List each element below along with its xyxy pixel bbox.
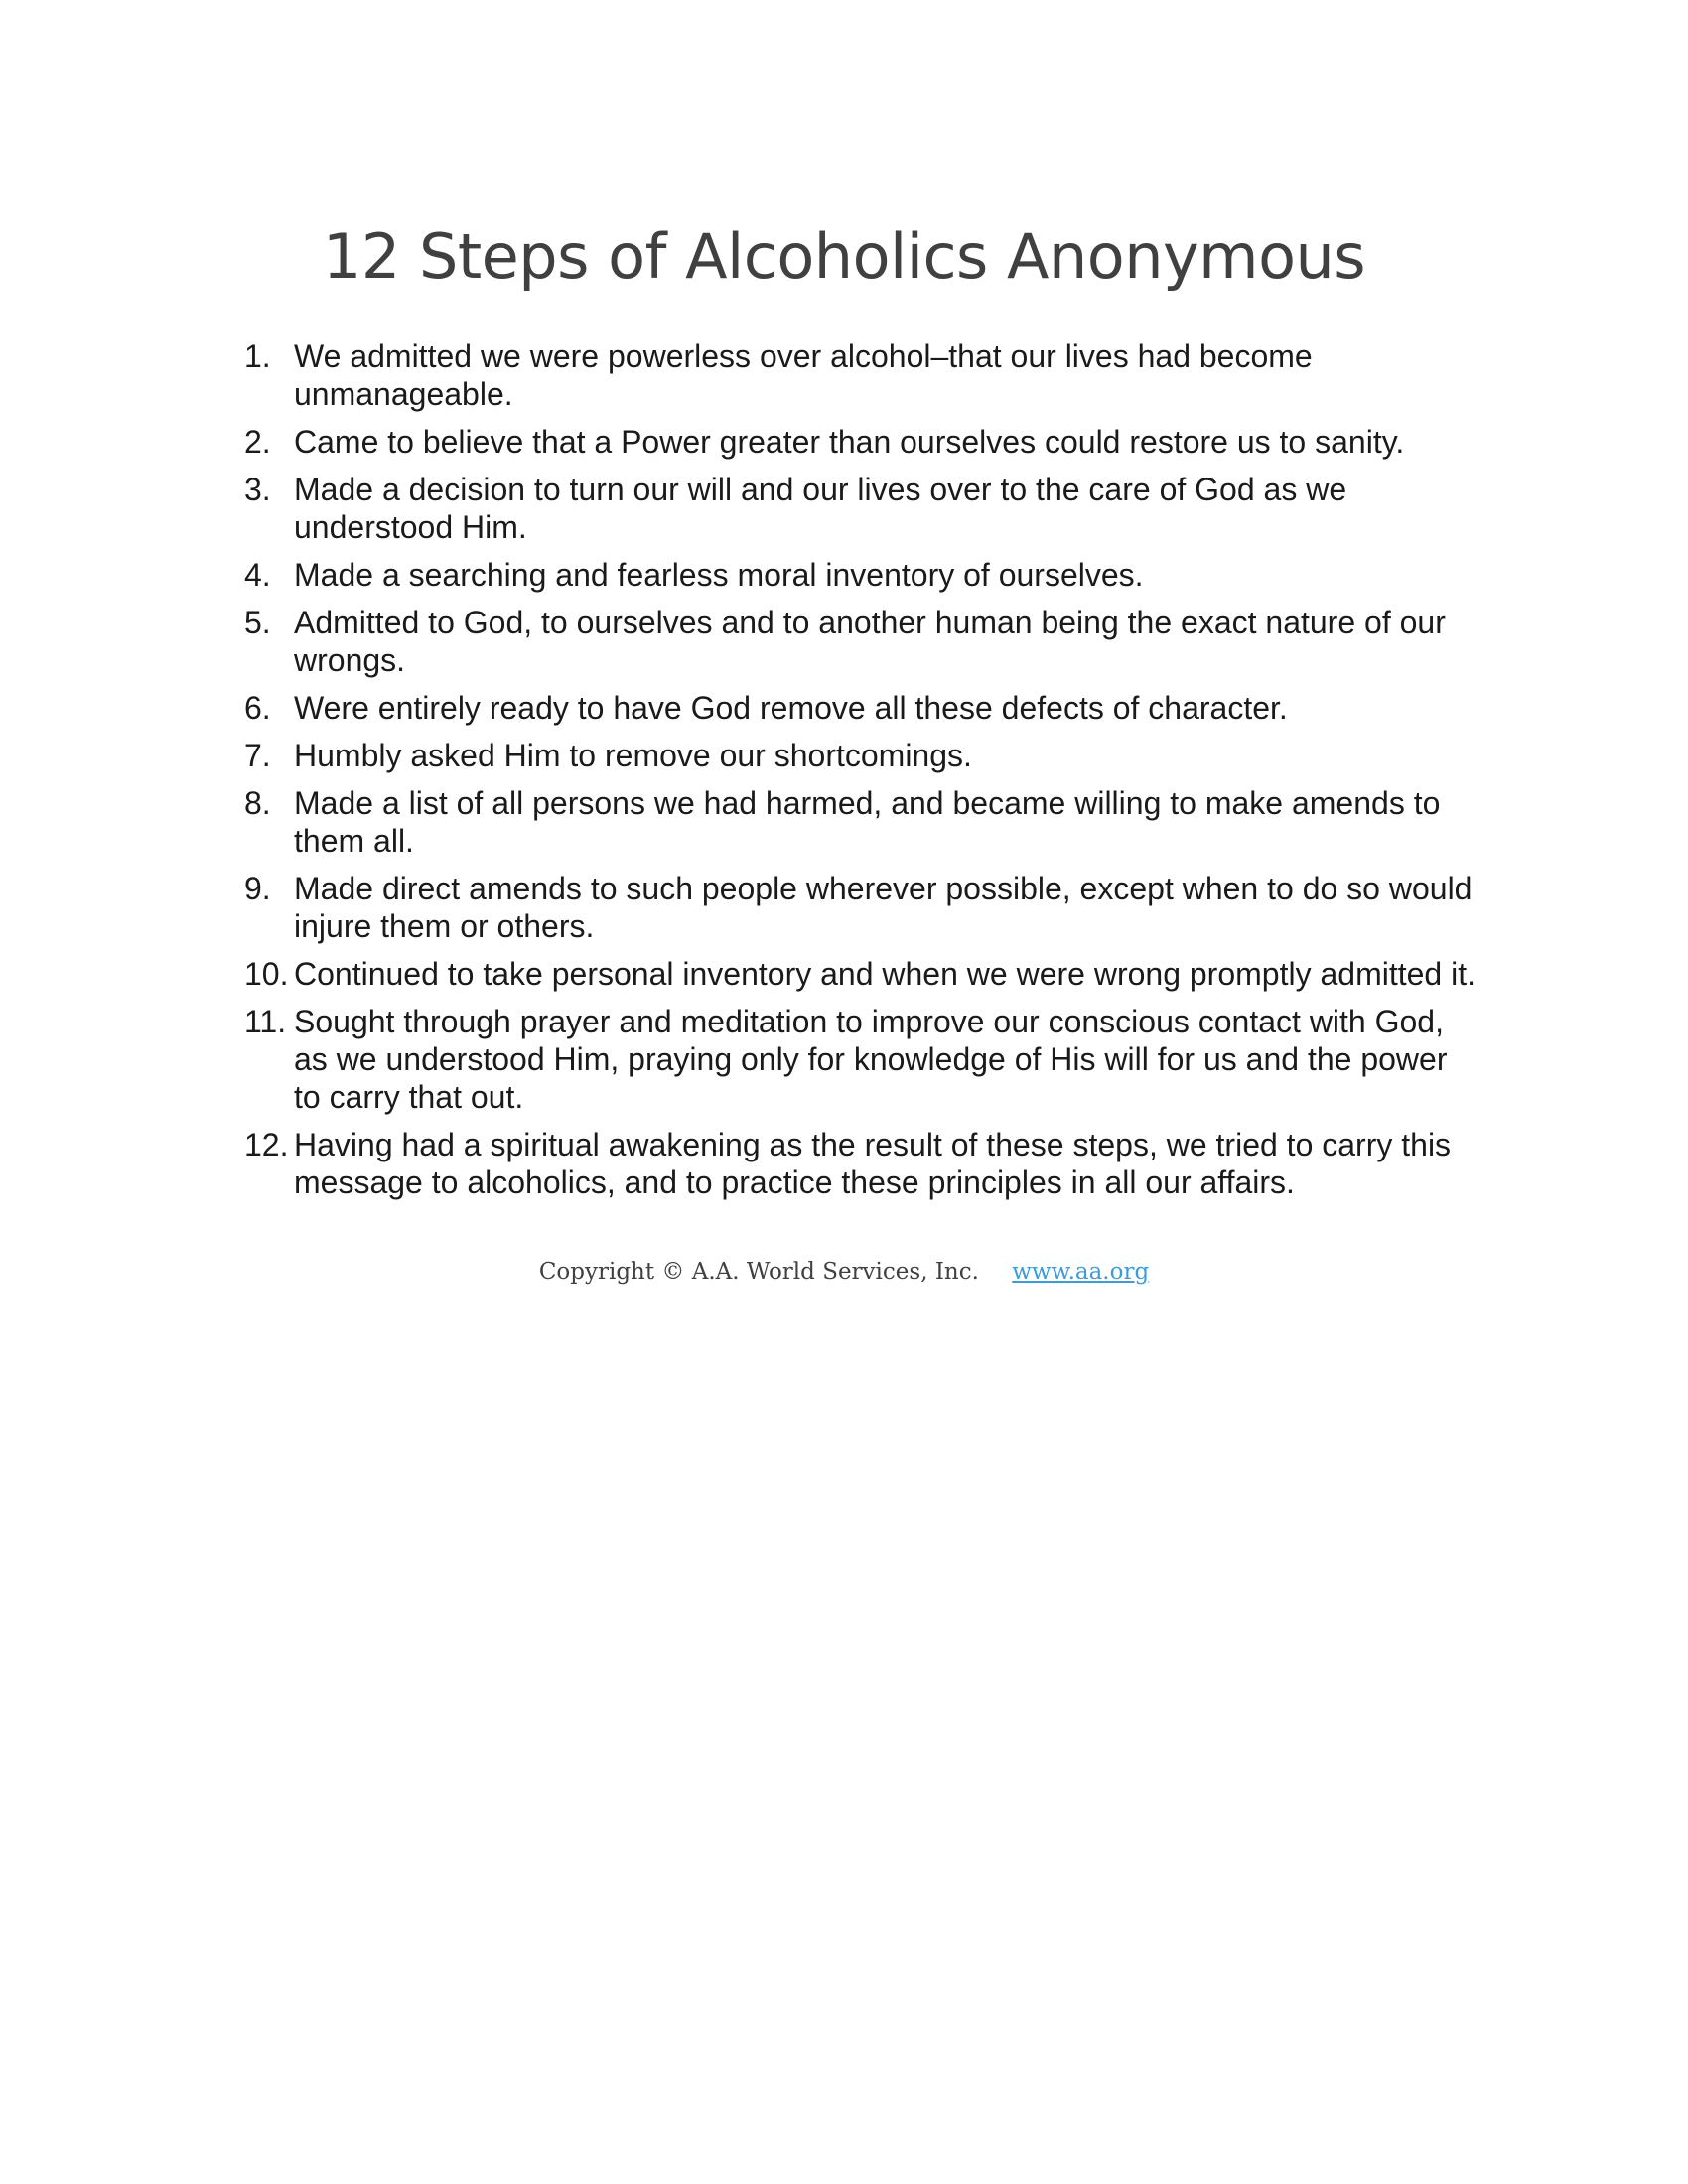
step-number: 3. — [244, 472, 271, 507]
step-text: We admitted we were powerless over alcohol–that our lives had become unmanageable. — [294, 339, 1313, 412]
step-text: Having had a spiritual awakening as the result of these steps, we tried to carry this message to alcoholics, and to practice these principles in all our affairs. — [294, 1127, 1452, 1200]
step-item-11 — [244, 1003, 1476, 1116]
step-item-9 — [244, 870, 1476, 945]
step-item-7 — [244, 737, 1476, 774]
step-item-6 — [244, 689, 1476, 727]
step-number: 2. — [244, 424, 271, 460]
copyright-footer — [0, 1259, 1688, 1285]
step-text: Sought through prayer and meditation to improve our conscious contact with God, as we understood Him, praying only for knowledge of His will for us and the power to carry that out. — [294, 1004, 1448, 1115]
step-text: Continued to take personal inventory and when we were wrong promptly admitted it. — [294, 956, 1476, 992]
step-item-4 — [244, 556, 1476, 594]
step-text: Came to believe that a Power greater than ourselves could restore us to sanity. — [294, 424, 1405, 460]
step-text: Were entirely ready to have God remove all these defects of character. — [294, 690, 1288, 726]
step-text: Made a searching and fearless moral inventory of ourselves. — [294, 557, 1144, 593]
step-text: Humbly asked Him to remove our shortcomings. — [294, 738, 972, 773]
copyright-text: Copyright © A.A. World Services, Inc. — [538, 1259, 979, 1285]
step-item-1 — [244, 338, 1476, 413]
step-item-12 — [244, 1126, 1476, 1201]
step-item-10 — [244, 955, 1476, 993]
step-item-2 — [244, 423, 1476, 461]
step-number: 11. — [244, 1004, 287, 1039]
step-number: 10. — [244, 956, 289, 992]
step-number: 12. — [244, 1127, 289, 1162]
step-text: Made a decision to turn our will and our lives over to the care of God as we understood Him. — [294, 472, 1347, 545]
step-number: 9. — [244, 871, 271, 906]
step-number: 4. — [244, 557, 271, 593]
step-item-8 — [244, 784, 1476, 860]
step-item-5 — [244, 604, 1476, 679]
step-number: 5. — [244, 605, 271, 640]
aa-website-link[interactable]: www.aa.org — [1012, 1259, 1150, 1285]
step-number: 6. — [244, 690, 271, 726]
steps-list — [244, 338, 1476, 1211]
step-text: Made a list of all persons we had harmed, and became willing to make amends to them all. — [294, 785, 1441, 859]
step-text: Made direct amends to such people wherever possible, except when to do so would injure them or others. — [294, 871, 1473, 944]
page-title: 12 Steps of Alcoholics Anonymous — [322, 220, 1366, 293]
step-number: 1. — [244, 339, 271, 374]
step-number: 7. — [244, 738, 271, 773]
step-item-3 — [244, 471, 1476, 546]
step-text: Admitted to God, to ourselves and to another human being the exact nature of our wrongs. — [294, 605, 1446, 678]
step-number: 8. — [244, 785, 271, 821]
